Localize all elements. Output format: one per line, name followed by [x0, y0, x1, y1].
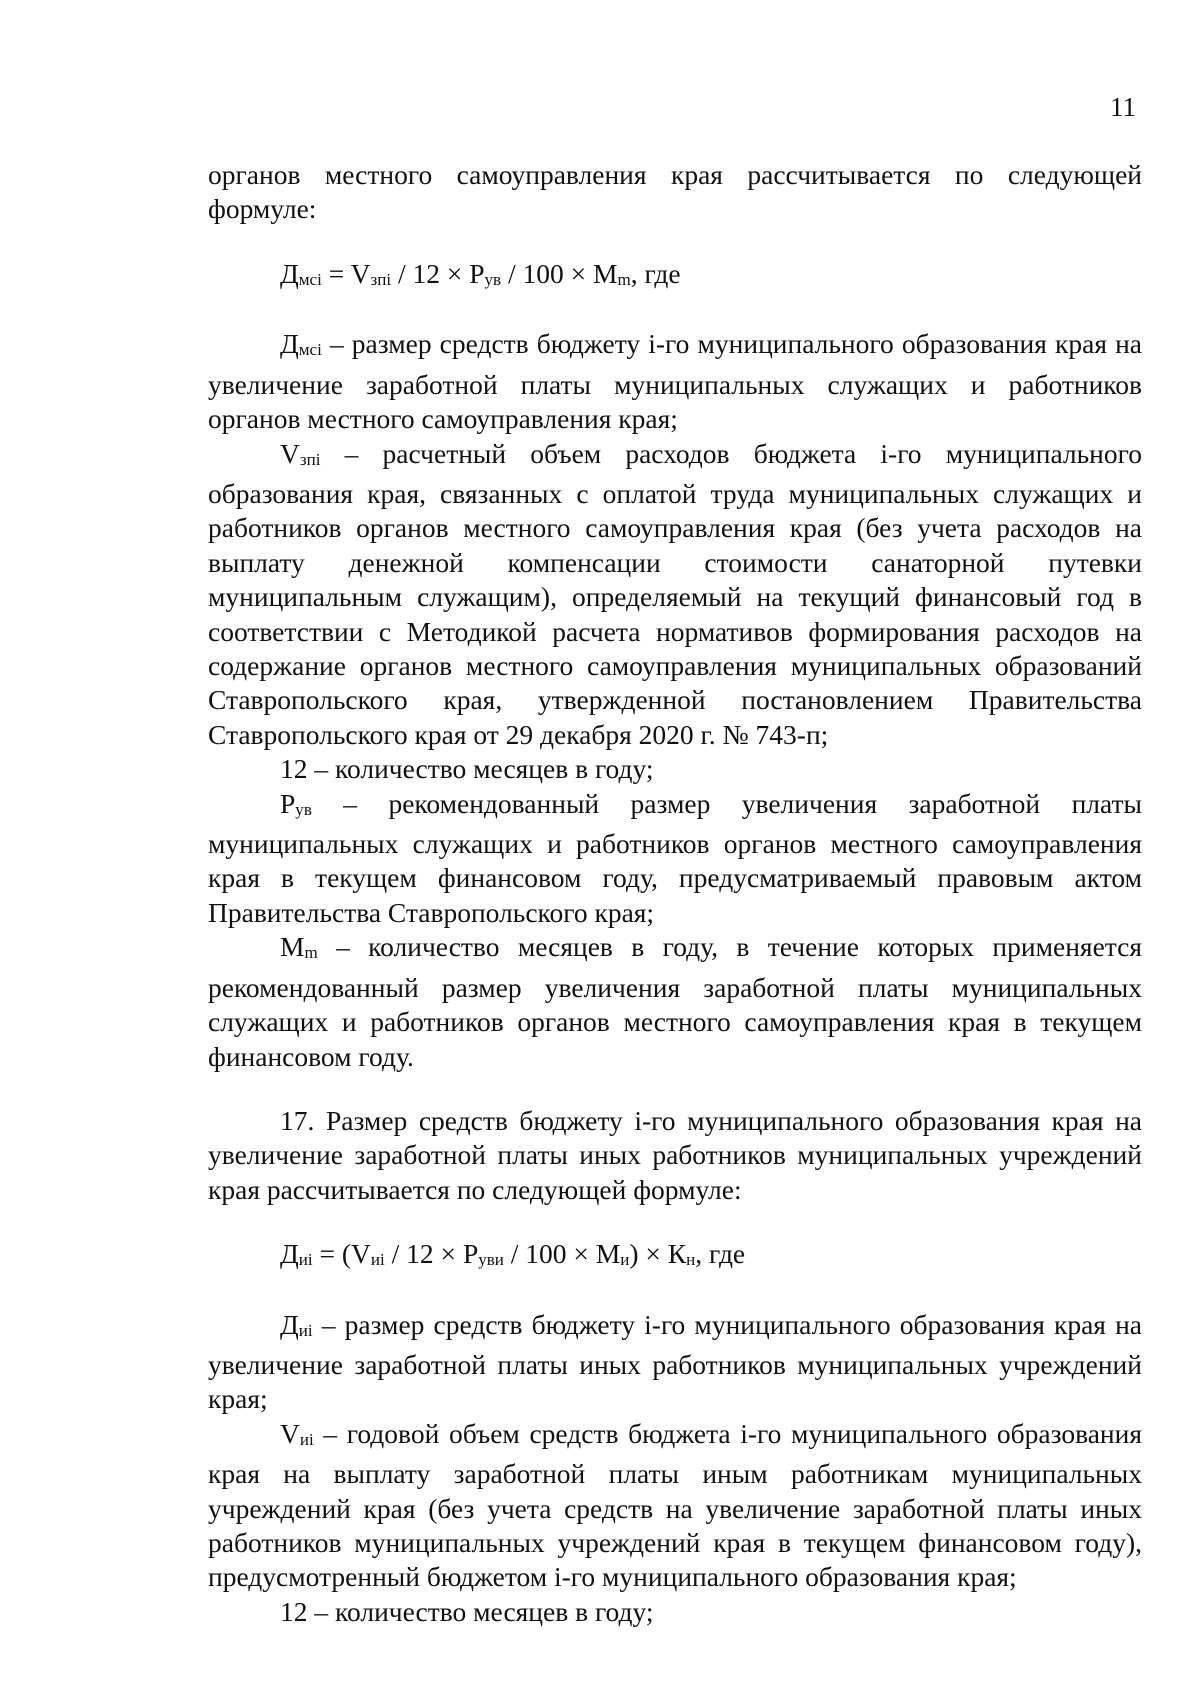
definition-vzp: Vзпi – расчетный объем расходов бюджета i-го муниципального образования края, связанных с оплатой труда муниципальных служащих и работников органов местного самоуправления края (без учета расходов на выплату денежной компенсации стоимости санаторной путевки муниципальным служащим), определяемый на текущий финансовый год в соответствии с Методикой расчета нормативов формирования расходов на содержание органов местного самоуправления муниципальных образований Ставропольского края, утвержденной постановлением Правительства Ставропольского края от 29 декабря 2020 г. № 743-п;	[208, 437, 1142, 750]
definition-months-2: 12 – количество месяцев в году;	[280, 1595, 654, 1627]
definition-mm: Мm – количество месяцев в году, в течение которых применяется рекомендованный размер увеличения заработной платы муниципальных служащих и работников органов местного самоуправления края в текущем финансовом году.	[208, 931, 1142, 1072]
definition-puv: Pув – рекомендованный размер увеличения заработной платы муниципальных служащих и работников органов местного самоуправления края в текущем финансовом году, предусматриваемый правовым актом Правительства Ставропольского края;	[208, 787, 1142, 928]
definition-vi: Vиi – годовой объем средств бюджета i-го муниципального образования края на выплату заработной платы иным работникам муниципальных учреждений края (без учета средств на увеличение заработной платы иных работников муниципальных учреждений края в текущем финансовом году), предусмотренный бюджетом i-го муниципального образования края;	[208, 1417, 1142, 1593]
paragraph-17: 17. Размер средств бюджету i-го муниципального образования края на увеличение заработной платы иных работников муниципальных учреждений края рассчитывается по следующей формуле:	[208, 1104, 1142, 1205]
page-number: 11	[1110, 92, 1136, 122]
definition-di: Диi – размер средств бюджету i-го муниципального образования края на увеличение заработной платы иных работников муниципальных учреждений края;	[208, 1308, 1142, 1415]
document-body	[208, 158, 1142, 1629]
definition-dms: Дмсi – размер средств бюджету i-го муниципального образования края на увеличение заработной платы муниципальных служащих и работников органов местного самоуправления края;	[208, 328, 1142, 435]
paragraph-intro: органов местного самоуправления края рассчитывается по следующей формуле:	[208, 159, 1142, 225]
formula-di: Диi = (Vиi / 12 × Pуви / 100 × Ми) × Кн, где	[280, 1238, 746, 1270]
formula-dms: Дмсi = Vзпi / 12 × Pув / 100 × Мm, где	[280, 257, 681, 289]
definition-months: 12 – количество месяцев в году;	[280, 753, 654, 785]
